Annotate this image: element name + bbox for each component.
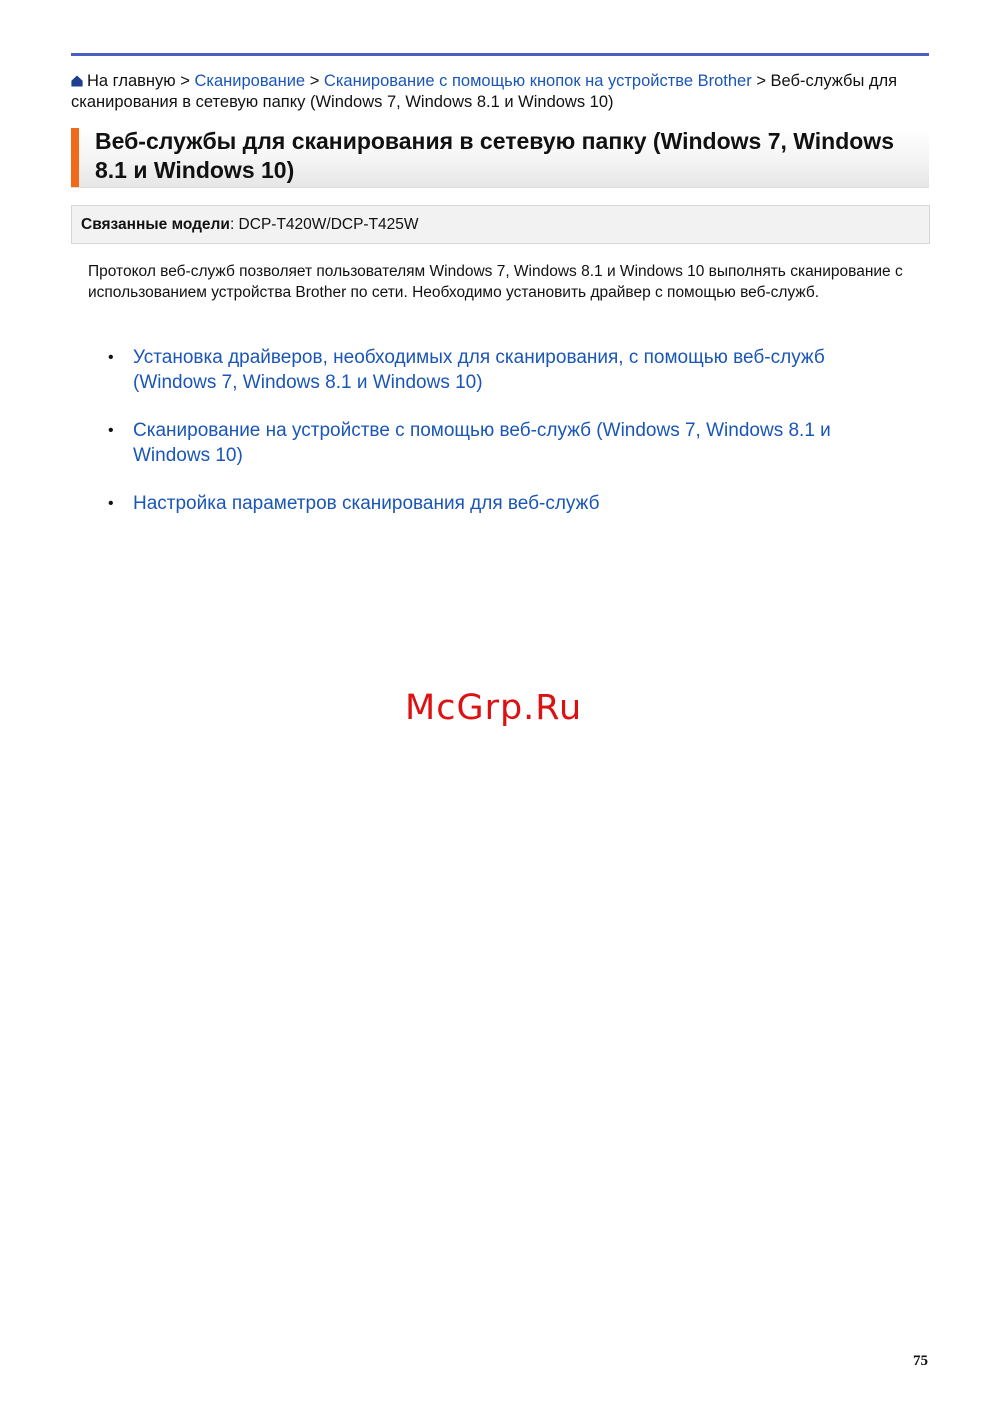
related-models-value: : DCP-T420W/DCP-T425W [229,216,419,233]
bullet: • [108,495,114,512]
list-item [108,492,908,517]
bullet: • [108,422,114,439]
breadcrumb-home-label: На главную [87,72,176,90]
top-rule [71,53,929,56]
link-scan-web-services[interactable]: Сканирование на устройстве с помощью веб-служб (Windows 7, Windows 8.1 и Windows 10) [133,420,831,466]
page-number: 75 [913,1353,928,1369]
breadcrumb-current: Веб-службы для сканирования в сетевую папку (Windows 7, Windows 8.1 и Windows 10) [71,72,898,111]
link-install-drivers[interactable]: Установка драйверов, необходимых для сканирования, с помощью веб-служб (Windows 7, Windows 8.1 и Windows 10) [133,347,825,393]
link-scan-settings[interactable]: Настройка параметров сканирования для веб-служб [133,493,600,514]
bullet: • [108,349,114,366]
title-accent-bar [71,128,79,187]
related-models [81,215,419,234]
home-icon[interactable] [71,75,83,87]
related-models-box [71,205,930,244]
page-title: Веб-службы для сканирования в сетевую папку (Windows 7, Windows 8.1 и Windows 10) [95,128,894,183]
breadcrumb-link-scanning[interactable]: Сканирование [194,72,306,90]
page-title-box [71,128,929,188]
related-models-label: Связанные модели [81,216,230,233]
breadcrumb [71,71,929,113]
breadcrumb-link-scan-buttons[interactable]: Сканирование с помощью кнопок на устройстве Brother [323,72,752,90]
intro-paragraph: Протокол веб-служб позволяет пользователям Windows 7, Windows 8.1 и Windows 10 выполнять сканирование с использованием устройства Brother по сети. Необходимо установить драйвер с помощью веб-служб. [88,263,903,301]
breadcrumb-separator: > [180,72,190,90]
breadcrumb-separator: > [309,72,320,90]
list-item [108,346,908,395]
related-links-list [108,346,908,541]
list-item [108,419,908,468]
breadcrumb-separator: > [756,72,766,90]
watermark: McGrp.Ru [405,688,583,728]
